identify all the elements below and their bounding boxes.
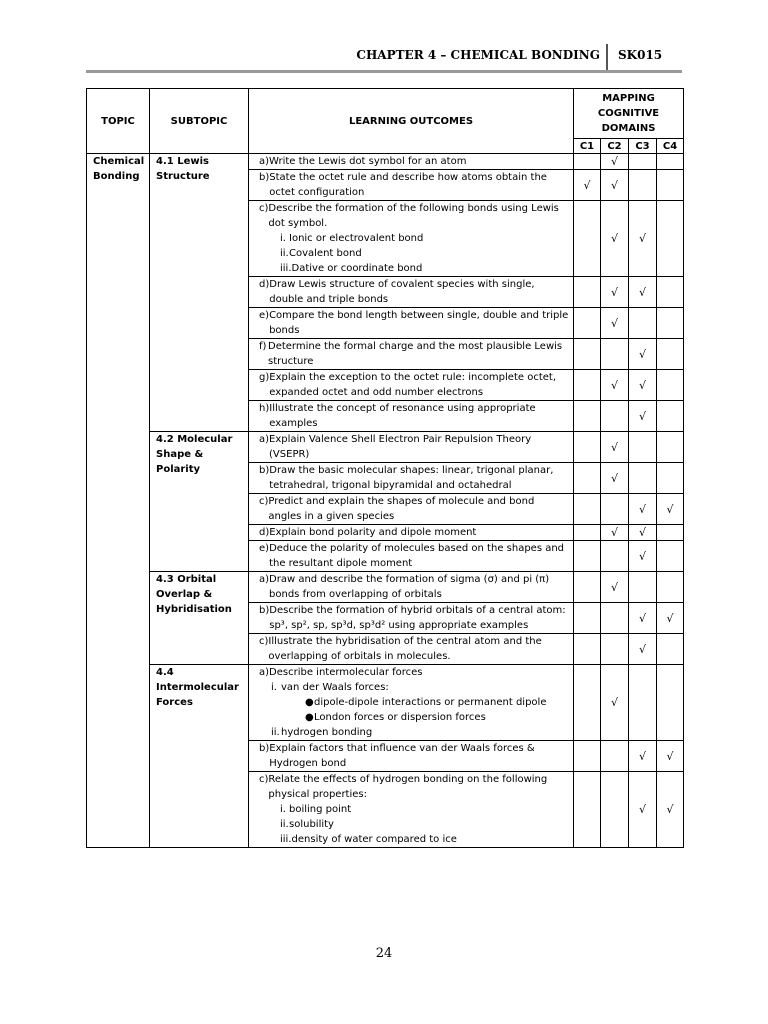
outcome-line (249, 370, 573, 400)
outcome-cell (249, 463, 574, 494)
outcome-marker: d) (259, 279, 270, 290)
course-code: SK015 (618, 48, 663, 62)
check-mark: √ (610, 471, 618, 485)
outcome-cell (249, 772, 574, 848)
domain-c2-cell (601, 308, 629, 339)
outcome-line (249, 277, 573, 307)
domain-c3-cell (629, 525, 657, 541)
outcome-line (249, 634, 573, 664)
header-divider (606, 44, 608, 70)
header-learning-outcomes: LEARNING OUTCOMES (249, 89, 574, 154)
check-mark: √ (638, 232, 646, 245)
domain-c3-cell (629, 741, 657, 772)
outcome-marker: a) (259, 156, 270, 167)
outcome-marker: i. (280, 233, 286, 244)
domain-c1-cell (574, 339, 601, 370)
check-mark: √ (638, 749, 646, 763)
outcome-line (249, 170, 573, 200)
domain-c2-cell (601, 201, 629, 277)
outcome-marker: c) (259, 774, 269, 785)
outcome-marker: g) (259, 372, 270, 383)
domain-c2-cell (601, 432, 629, 463)
outcome-marker: c) (259, 203, 269, 214)
domain-c3-cell (629, 277, 657, 308)
outcome-marker: i. (271, 682, 277, 693)
domain-c2-cell (601, 494, 629, 525)
domain-c3-cell (629, 308, 657, 339)
domain-c4-cell (657, 154, 684, 170)
domain-c4-cell (657, 772, 684, 848)
check-mark: √ (666, 803, 674, 816)
check-mark: √ (638, 611, 646, 625)
domain-c2-cell (601, 463, 629, 494)
domain-c1-cell (574, 494, 601, 525)
domain-c2-cell (601, 603, 629, 634)
domain-c3-cell (629, 463, 657, 494)
subtopic-cell: 4.3 Orbital Overlap & Hybridisation (150, 572, 249, 665)
domain-c3-cell (629, 494, 657, 525)
page-header (86, 44, 682, 70)
domain-c2-cell (601, 401, 629, 432)
table-row (87, 572, 684, 603)
check-mark: √ (610, 155, 618, 168)
outcome-cell (249, 277, 574, 308)
check-mark: √ (610, 316, 618, 330)
outcome-line (249, 541, 573, 571)
outcome-line (249, 741, 573, 771)
table-row (87, 665, 684, 741)
domain-c3-cell (629, 432, 657, 463)
domain-c1-cell (574, 665, 601, 741)
chapter-title: CHAPTER 4 – CHEMICAL BONDING (356, 48, 600, 62)
outcome-line (249, 832, 573, 847)
outcome-cell (249, 665, 574, 741)
outcome-line (249, 261, 573, 276)
domain-c4-cell (657, 170, 684, 201)
check-mark: √ (610, 440, 618, 454)
outcome-marker: ii. (280, 248, 289, 259)
domain-c1-cell (574, 370, 601, 401)
domain-c1-cell (574, 772, 601, 848)
check-mark: √ (638, 526, 646, 539)
outcome-text: Write the Lewis dot symbol for an atom (269, 156, 467, 167)
domain-c4-cell (657, 432, 684, 463)
outcome-text: Deduce the polarity of molecules based on the shapes and the resultant dipole moment (269, 543, 565, 569)
outcome-marker: d) (259, 527, 270, 538)
domain-c4-cell (657, 572, 684, 603)
outcome-text: Draw the basic molecular shapes: linear, trigonal planar, tetrahedral, trigonal bipyramidal and octahedral (269, 465, 554, 491)
domain-c2-cell (601, 339, 629, 370)
domain-c3-cell (629, 541, 657, 572)
domain-c3-cell (629, 401, 657, 432)
outcome-line (249, 154, 573, 169)
outcome-text: Compare the bond length between single, double and triple bonds (269, 310, 569, 336)
table-row (87, 432, 684, 463)
outcome-line (249, 725, 573, 740)
domain-c4-cell (657, 201, 684, 277)
outcome-line (249, 695, 573, 710)
outcome-line (249, 525, 573, 540)
header-mapping-cognitive-domains: MAPPING COGNITIVE DOMAINS (574, 89, 684, 139)
outcome-marker: h) (259, 403, 270, 414)
domain-c4-cell (657, 463, 684, 494)
domain-c3-cell (629, 201, 657, 277)
domain-c1-cell (574, 277, 601, 308)
check-mark: √ (638, 502, 646, 516)
domain-c4-cell (657, 308, 684, 339)
check-mark: √ (583, 178, 591, 192)
outcome-line (249, 665, 573, 680)
check-mark: √ (638, 803, 646, 816)
domain-c4-cell (657, 741, 684, 772)
outcome-cell (249, 154, 574, 170)
domain-c3-cell (629, 665, 657, 741)
domain-c2-cell (601, 572, 629, 603)
domain-c4-cell (657, 339, 684, 370)
header-c2: C2 (601, 139, 629, 154)
outcome-text: London forces or dispersion forces (314, 712, 486, 723)
domain-c1-cell (574, 432, 601, 463)
outcome-line (249, 246, 573, 261)
domain-c2-cell (601, 154, 629, 170)
domain-c3-cell (629, 772, 657, 848)
domain-c3-cell (629, 572, 657, 603)
domain-c4-cell (657, 665, 684, 741)
outcome-marker: a) (259, 434, 270, 445)
outcome-line (249, 710, 573, 725)
domain-c1-cell (574, 201, 601, 277)
check-mark: √ (610, 232, 618, 245)
outcome-cell (249, 603, 574, 634)
domain-c4-cell (657, 603, 684, 634)
outcome-marker: b) (259, 605, 270, 616)
outcome-cell (249, 401, 574, 432)
domain-c1-cell (574, 154, 601, 170)
check-mark: √ (638, 549, 646, 563)
outcome-cell (249, 525, 574, 541)
header-topic: TOPIC (87, 89, 150, 154)
domain-c2-cell (601, 170, 629, 201)
subtopic-cell: 4.2 Molecular Shape & Polarity (150, 432, 249, 572)
domain-c4-cell (657, 401, 684, 432)
domain-c4-cell (657, 525, 684, 541)
outcome-marker: f) (259, 341, 267, 352)
outcome-text: dipole-dipole interactions or permanent dipole (314, 697, 547, 708)
outcome-cell (249, 308, 574, 339)
outcome-cell (249, 432, 574, 463)
check-mark: √ (666, 611, 674, 625)
learning-outcomes-table (86, 88, 684, 848)
domain-c1-cell (574, 463, 601, 494)
check-mark: √ (610, 285, 618, 299)
outcome-marker: b) (259, 743, 270, 754)
outcome-cell (249, 339, 574, 370)
header-c3: C3 (629, 139, 657, 154)
outcome-text: Illustrate the concept of resonance using appropriate examples (269, 403, 536, 429)
outcome-line (249, 432, 573, 462)
domain-c2-cell (601, 277, 629, 308)
domain-c4-cell (657, 541, 684, 572)
outcome-text: van der Waals forces: (281, 682, 389, 693)
outcome-text: Explain the exception to the octet rule: incomplete octet, expanded octet and odd number electrons (269, 372, 556, 398)
domain-c3-cell (629, 634, 657, 665)
topic-cell: Chemical Bonding (87, 154, 150, 848)
outcome-line (249, 201, 573, 231)
check-mark: √ (638, 378, 646, 392)
domain-c2-cell (601, 370, 629, 401)
domain-c3-cell (629, 339, 657, 370)
outcome-marker: i. (280, 804, 286, 815)
outcome-cell (249, 494, 574, 525)
outcome-line (249, 339, 573, 369)
outcome-marker: e) (259, 310, 270, 321)
outcome-line (249, 603, 573, 633)
outcome-line (249, 817, 573, 832)
page-number: 24 (375, 946, 393, 961)
outcome-text: Illustrate the hybridisation of the central atom and the overlapping of orbitals in molecules. (268, 636, 542, 662)
check-mark: √ (610, 378, 618, 392)
outcome-text: Explain factors that influence van der Waals forces & Hydrogen bond (269, 743, 535, 769)
outcome-marker: c) (259, 636, 269, 647)
domain-c3-cell (629, 603, 657, 634)
table-row (87, 154, 684, 170)
outcome-text: Describe intermolecular forces (269, 667, 423, 678)
domain-c1-cell (574, 525, 601, 541)
domain-c1-cell (574, 170, 601, 201)
domain-c4-cell (657, 370, 684, 401)
domain-c4-cell (657, 277, 684, 308)
outcome-cell (249, 541, 574, 572)
outcome-text: Describe the formation of the following bonds using Lewis dot symbol. (268, 203, 559, 229)
domain-c3-cell (629, 370, 657, 401)
domain-c1-cell (574, 634, 601, 665)
check-mark: √ (638, 409, 646, 423)
header-c4: C4 (657, 139, 684, 154)
outcome-marker: b) (259, 465, 270, 476)
outcome-text: Dative or coordinate bond (291, 263, 423, 274)
outcome-text: Explain bond polarity and dipole moment (269, 527, 477, 538)
check-mark: √ (666, 749, 674, 763)
header-c1: C1 (574, 139, 601, 154)
outcome-text: State the octet rule and describe how atoms obtain the octet configuration (269, 172, 547, 198)
domain-c1-cell (574, 308, 601, 339)
outcome-text: solubility (289, 819, 334, 830)
outcome-line (249, 772, 573, 802)
outcome-text: density of water compared to ice (291, 834, 457, 845)
check-mark: √ (638, 347, 646, 361)
domain-c2-cell (601, 741, 629, 772)
outcome-text: Describe the formation of hybrid orbitals of a central atom: sp³, sp², sp, sp³d, sp³d² using appropriate examples (269, 605, 566, 631)
outcome-line (249, 231, 573, 246)
outcome-marker: ii. (280, 819, 289, 830)
outcome-marker: a) (259, 667, 270, 678)
domain-c4-cell (657, 494, 684, 525)
outcome-cell (249, 370, 574, 401)
outcome-line (249, 572, 573, 602)
outcome-line (249, 463, 573, 493)
domain-c1-cell (574, 541, 601, 572)
header-subtopic: SUBTOPIC (150, 89, 249, 154)
outcome-cell (249, 741, 574, 772)
domain-c4-cell (657, 634, 684, 665)
domain-c3-cell (629, 154, 657, 170)
outcome-cell (249, 170, 574, 201)
outcome-marker: ii. (271, 727, 280, 738)
outcome-marker: ● (305, 697, 314, 708)
domain-c2-cell (601, 634, 629, 665)
subtopic-cell: 4.1 Lewis Structure (150, 154, 249, 432)
domain-c1-cell (574, 572, 601, 603)
outcome-marker: b) (259, 172, 270, 183)
subtopic-cell: 4.4 Intermolecular Forces (150, 665, 249, 848)
domain-c1-cell (574, 741, 601, 772)
outcome-marker: iii. (280, 263, 292, 274)
outcome-marker: ● (305, 712, 314, 723)
outcome-text: Ionic or electrovalent bond (289, 233, 424, 244)
outcome-line (249, 802, 573, 817)
outcome-line (249, 308, 573, 338)
outcome-text: Covalent bond (289, 248, 362, 259)
outcome-cell (249, 572, 574, 603)
check-mark: √ (610, 526, 618, 539)
outcome-text: hydrogen bonding (281, 727, 373, 738)
check-mark: √ (610, 696, 618, 709)
outcome-text: Draw Lewis structure of covalent species with single, double and triple bonds (269, 279, 535, 305)
outcome-text: Explain Valence Shell Electron Pair Repulsion Theory (VSEPR) (269, 434, 532, 460)
outcome-marker: a) (259, 574, 270, 585)
outcome-line (249, 494, 573, 524)
domain-c2-cell (601, 665, 629, 741)
domain-c2-cell (601, 541, 629, 572)
outcome-line (249, 401, 573, 431)
outcome-text: Determine the formal charge and the most plausible Lewis structure (268, 341, 563, 367)
outcome-text: Predict and explain the shapes of molecule and bond angles in a given species (268, 496, 535, 522)
outcome-text: boiling point (289, 804, 352, 815)
outcome-marker: iii. (280, 834, 292, 845)
domain-c1-cell (574, 603, 601, 634)
outcome-text: Relate the effects of hydrogen bonding on the following physical properties: (268, 774, 548, 800)
outcome-text: Draw and describe the formation of sigma (σ) and pi (π) bonds from overlapping of orbitals (269, 574, 550, 600)
outcome-marker: e) (259, 543, 270, 554)
check-mark: √ (610, 178, 618, 192)
check-mark: √ (638, 642, 646, 656)
outcome-line (249, 680, 573, 695)
outcome-marker: c) (259, 496, 269, 507)
domain-c2-cell (601, 772, 629, 848)
check-mark: √ (610, 580, 618, 594)
check-mark: √ (638, 285, 646, 299)
domain-c3-cell (629, 170, 657, 201)
check-mark: √ (666, 502, 674, 516)
outcome-cell (249, 201, 574, 277)
outcome-cell (249, 634, 574, 665)
domain-c2-cell (601, 525, 629, 541)
header-rule (86, 70, 682, 73)
domain-c1-cell (574, 401, 601, 432)
